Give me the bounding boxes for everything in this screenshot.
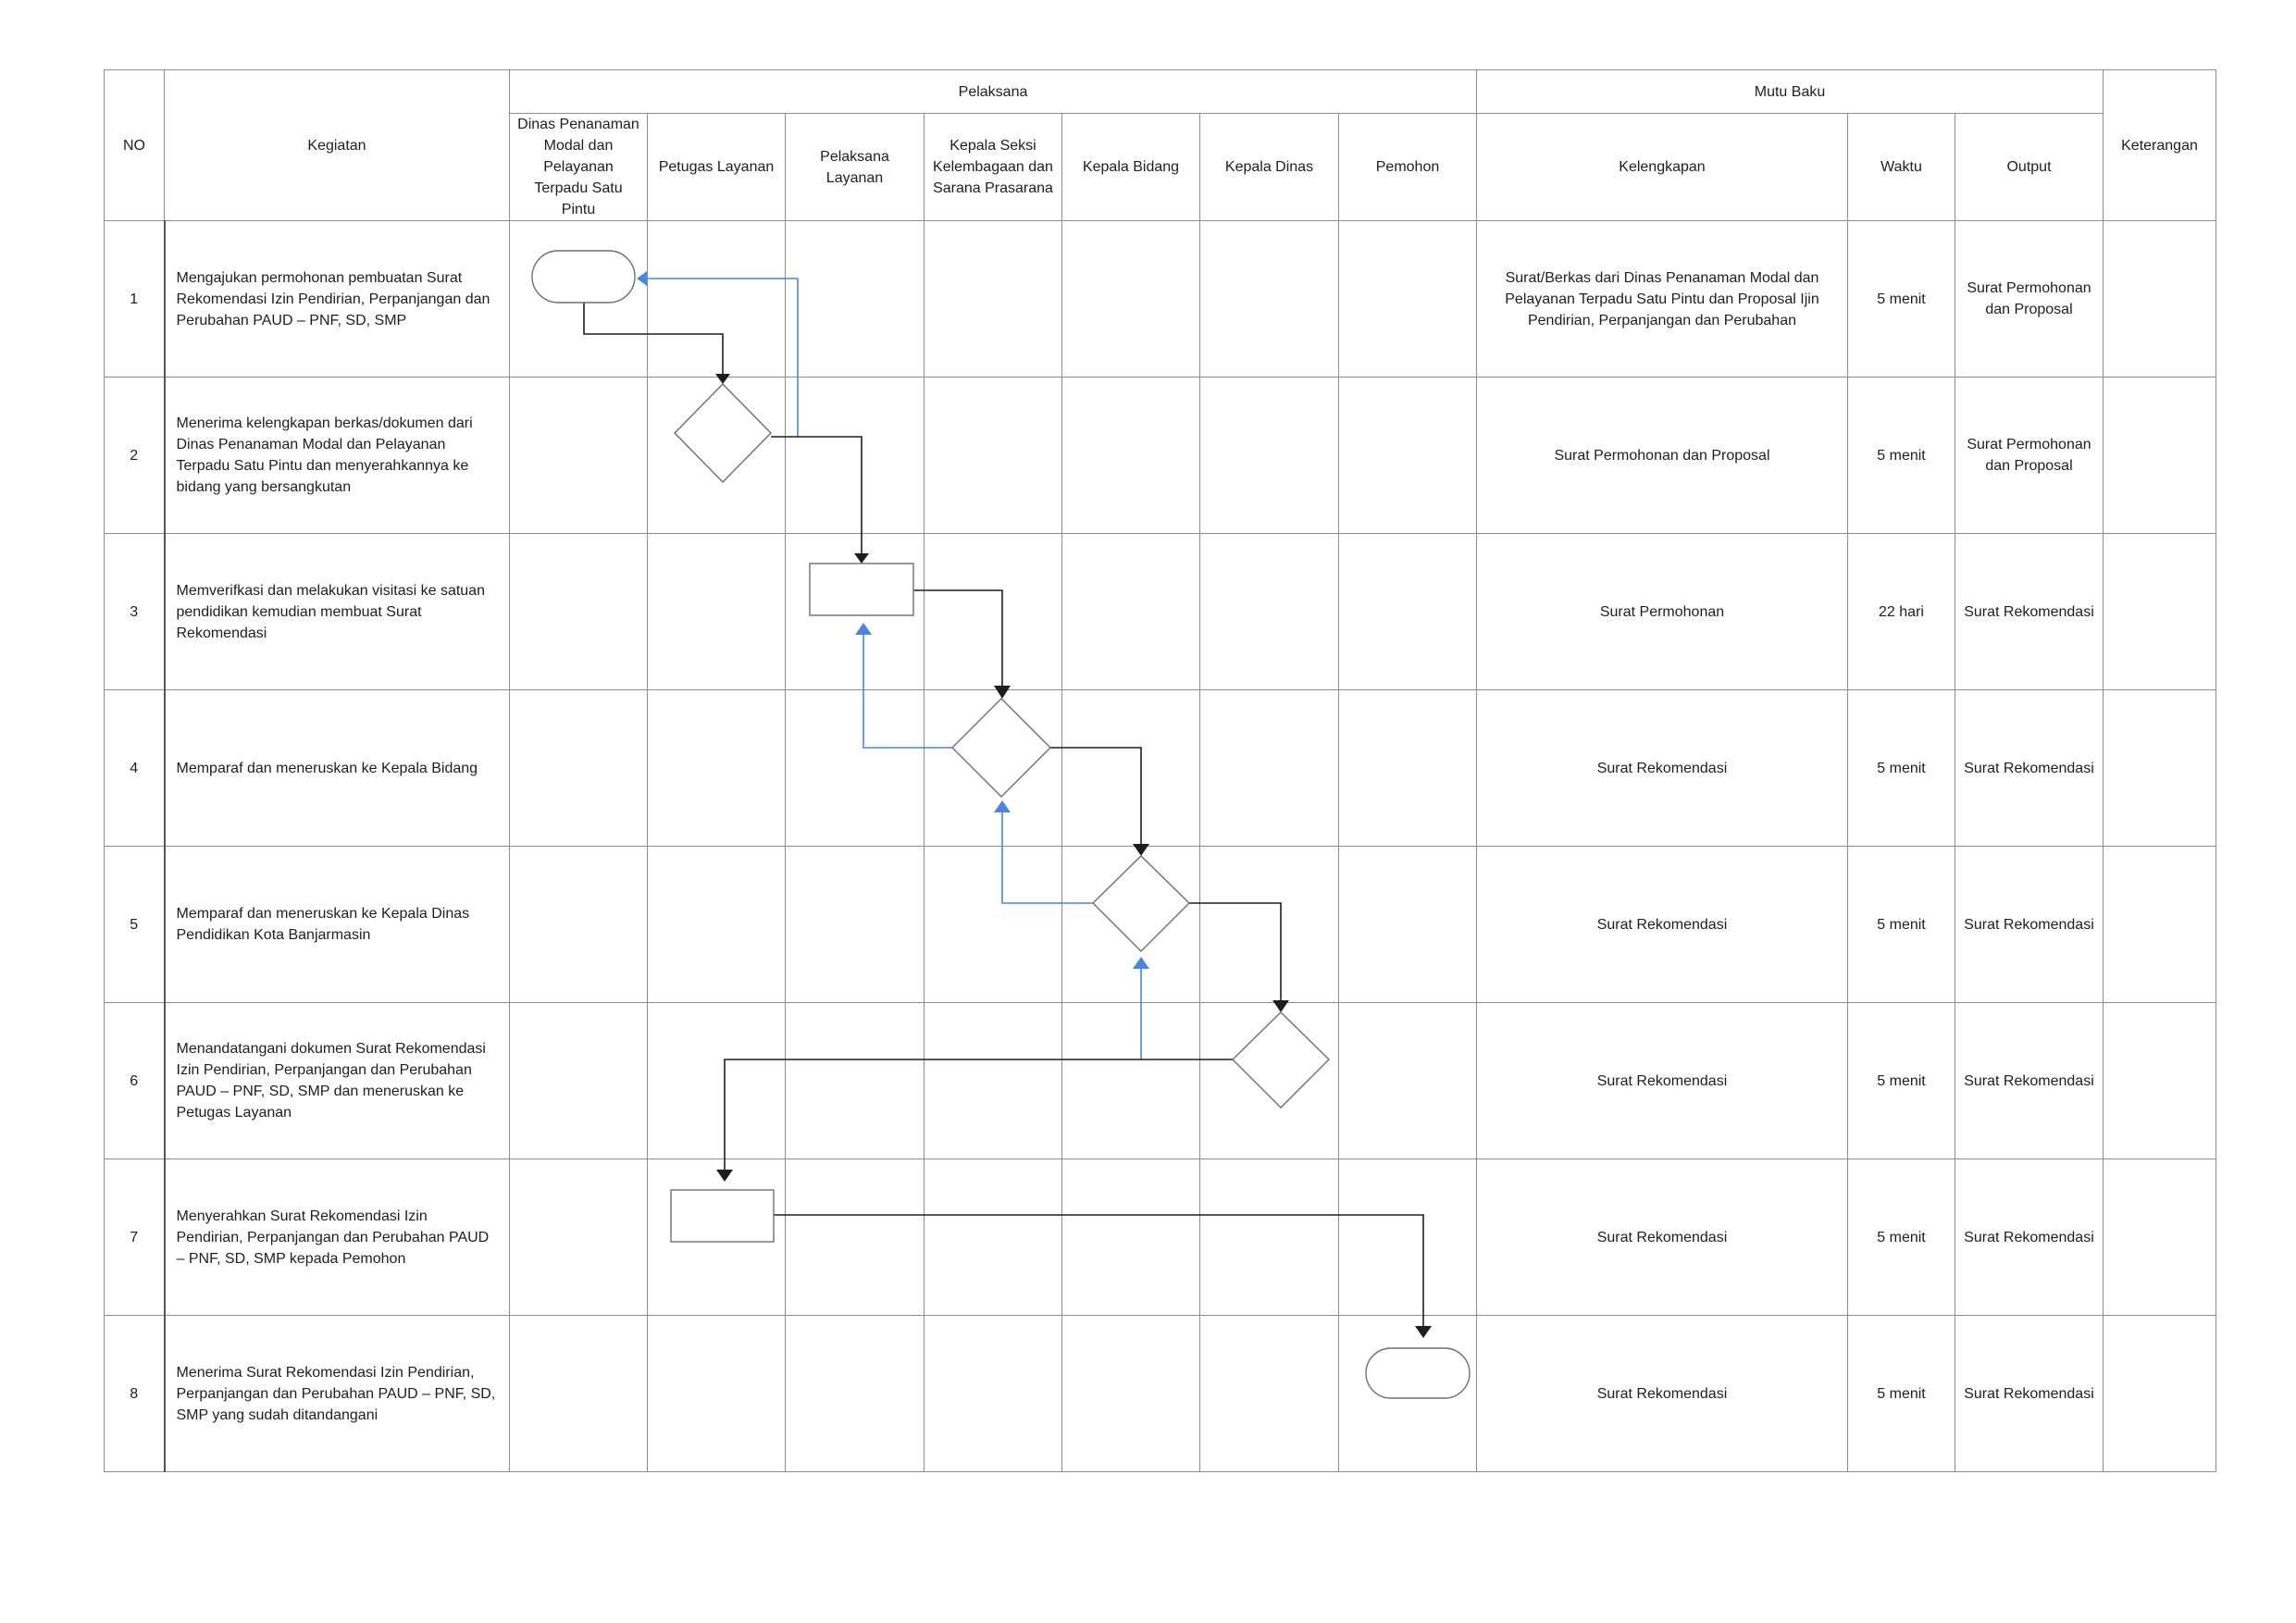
- lane-header-kepala-seksi: Kepala Seksi Kelembagaan dan Sarana Prasarana: [925, 114, 1062, 221]
- row-keterangan: [2104, 221, 2216, 378]
- table-row: [105, 847, 2216, 1003]
- lane-cell: [1200, 1316, 1339, 1472]
- row-no: 4: [105, 690, 165, 847]
- lane-header-pelaksana-layanan: Pelaksana Layanan: [786, 114, 925, 221]
- row-waktu: 5 menit: [1848, 1003, 1955, 1159]
- row-no: 8: [105, 1316, 165, 1472]
- row-output: Surat Rekomendasi: [1955, 847, 2104, 1003]
- row-kelengkapan: Surat Rekomendasi: [1477, 690, 1848, 847]
- table-row: [105, 534, 2216, 690]
- lane-cell: [510, 221, 648, 378]
- lane-cell: [648, 847, 786, 1003]
- header-waktu: Waktu: [1848, 114, 1955, 221]
- row-output: Surat Rekomendasi: [1955, 1003, 2104, 1159]
- lane-cell: [1062, 847, 1200, 1003]
- row-output: Surat Rekomendasi: [1955, 534, 2104, 690]
- lane-cell: [510, 1316, 648, 1472]
- lane-cell: [1339, 690, 1477, 847]
- row-kelengkapan: Surat Rekomendasi: [1477, 1316, 1848, 1472]
- lane-cell: [510, 378, 648, 534]
- row-kelengkapan: Surat Rekomendasi: [1477, 1003, 1848, 1159]
- lane-cell: [925, 1159, 1062, 1316]
- header-keterangan: Keterangan: [2104, 70, 2216, 221]
- row-keterangan: [2104, 1159, 2216, 1316]
- row-waktu: 5 menit: [1848, 1159, 1955, 1316]
- row-keterangan: [2104, 690, 2216, 847]
- lane-cell: [1200, 221, 1339, 378]
- row-kegiatan: Menerima Surat Rekomendasi Izin Pendirian, Perpanjangan dan Perubahan PAUD – PNF, SD, SMP yang sudah ditandangani: [165, 1316, 510, 1472]
- lane-cell: [510, 534, 648, 690]
- lane-cell: [1339, 1159, 1477, 1316]
- row-kegiatan: Menandatangani dokumen Surat Rekomendasi Izin Pendirian, Perpanjangan dan Perubahan PAUD – PNF, SD, SMP dan meneruskan ke Petugas Layanan: [165, 1003, 510, 1159]
- lane-cell: [648, 690, 786, 847]
- row-output: Surat Rekomendasi: [1955, 1316, 2104, 1472]
- lane-cell: [648, 1316, 786, 1472]
- lane-cell: [786, 1316, 925, 1472]
- row-output: Surat Rekomendasi: [1955, 1159, 2104, 1316]
- lane-cell: [510, 1003, 648, 1159]
- lane-cell: [510, 690, 648, 847]
- table-row: [105, 1159, 2216, 1316]
- lane-cell: [925, 378, 1062, 534]
- lane-cell: [925, 690, 1062, 847]
- row-no: 2: [105, 378, 165, 534]
- row-waktu: 5 menit: [1848, 221, 1955, 378]
- lane-cell: [786, 378, 925, 534]
- lane-cell: [1339, 221, 1477, 378]
- row-kelengkapan: Surat Rekomendasi: [1477, 847, 1848, 1003]
- row-output: Surat Permohonan dan Proposal: [1955, 221, 2104, 378]
- header-no: NO: [105, 70, 165, 221]
- row-kegiatan: Mengajukan permohonan pembuatan Surat Rekomendasi Izin Pendirian, Perpanjangan dan Perubahan PAUD – PNF, SD, SMP: [165, 221, 510, 378]
- lane-cell: [1062, 221, 1200, 378]
- lane-header-kepala-dinas: Kepala Dinas: [1200, 114, 1339, 221]
- row-no: 1: [105, 221, 165, 378]
- lane-header-dpmptsp: Dinas Penanaman Modal dan Pelayanan Terpadu Satu Pintu: [510, 114, 648, 221]
- lane-cell: [925, 1316, 1062, 1472]
- row-kegiatan: Memparaf dan meneruskan ke Kepala Bidang: [165, 690, 510, 847]
- lane-cell: [925, 534, 1062, 690]
- header-kelengkapan: Kelengkapan: [1477, 114, 1848, 221]
- lane-cell: [1200, 1003, 1339, 1159]
- lane-cell: [510, 847, 648, 1003]
- lane-cell: [786, 847, 925, 1003]
- row-keterangan: [2104, 534, 2216, 690]
- row-waktu: 5 menit: [1848, 690, 1955, 847]
- lane-cell: [1339, 1316, 1477, 1472]
- lane-cell: [1062, 690, 1200, 847]
- table-row: [105, 690, 2216, 847]
- lane-cell: [786, 534, 925, 690]
- header-mutu-baku: Mutu Baku: [1477, 70, 2104, 114]
- table-row: [105, 221, 2216, 378]
- lane-cell: [1339, 378, 1477, 534]
- table-row: [105, 378, 2216, 534]
- table-row: [105, 1003, 2216, 1159]
- lane-cell: [648, 534, 786, 690]
- row-kegiatan: Memverifkasi dan melakukan visitasi ke satuan pendidikan kemudian membuat Surat Rekomendasi: [165, 534, 510, 690]
- row-output: Surat Permohonan dan Proposal: [1955, 378, 2104, 534]
- row-output: Surat Rekomendasi: [1955, 690, 2104, 847]
- lane-cell: [1062, 1003, 1200, 1159]
- header-kegiatan: Kegiatan: [165, 70, 510, 221]
- lane-cell: [786, 690, 925, 847]
- lane-cell: [786, 1003, 925, 1159]
- row-waktu: 5 menit: [1848, 378, 1955, 534]
- lane-header-pemohon: Pemohon: [1339, 114, 1477, 221]
- row-no: 7: [105, 1159, 165, 1316]
- lane-cell: [786, 1159, 925, 1316]
- row-no: 3: [105, 534, 165, 690]
- row-waktu: 5 menit: [1848, 847, 1955, 1003]
- lane-cell: [1062, 1316, 1200, 1472]
- row-kelengkapan: Surat Permohonan: [1477, 534, 1848, 690]
- row-kelengkapan: Surat/Berkas dari Dinas Penanaman Modal dan Pelayanan Terpadu Satu Pintu dan Proposal Ijin Pendirian, Perpanjangan dan Perubahan: [1477, 221, 1848, 378]
- lane-cell: [1200, 1159, 1339, 1316]
- lane-header-petugas-layanan: Petugas Layanan: [648, 114, 786, 221]
- header-pelaksana: Pelaksana: [510, 70, 1477, 114]
- header-output: Output: [1955, 114, 2104, 221]
- row-keterangan: [2104, 378, 2216, 534]
- lane-cell: [1339, 1003, 1477, 1159]
- lane-cell: [648, 378, 786, 534]
- lane-cell: [1339, 534, 1477, 690]
- lane-cell: [925, 847, 1062, 1003]
- row-no: 5: [105, 847, 165, 1003]
- lane-cell: [1200, 534, 1339, 690]
- lane-cell: [1062, 1159, 1200, 1316]
- row-no: 6: [105, 1003, 165, 1159]
- row-kegiatan: Menyerahkan Surat Rekomendasi Izin Pendirian, Perpanjangan dan Perubahan PAUD – PNF, SD, SMP kepada Pemohon: [165, 1159, 510, 1316]
- row-waktu: 5 menit: [1848, 1316, 1955, 1472]
- row-kegiatan: Memparaf dan meneruskan ke Kepala Dinas Pendidikan Kota Banjarmasin: [165, 847, 510, 1003]
- row-waktu: 22 hari: [1848, 534, 1955, 690]
- sop-table: [104, 69, 2216, 1472]
- row-kelengkapan: Surat Permohonan dan Proposal: [1477, 378, 1848, 534]
- lane-cell: [648, 1003, 786, 1159]
- row-kegiatan: Menerima kelengkapan berkas/dokumen dari Dinas Penanaman Modal dan Pelayanan Terpadu Satu Pintu dan menyerahkannya ke bidang yang bersangkutan: [165, 378, 510, 534]
- lane-cell: [1062, 378, 1200, 534]
- rows-body: [105, 221, 2216, 1472]
- table-row: [105, 1316, 2216, 1472]
- lane-cell: [1200, 690, 1339, 847]
- lane-cell: [1339, 847, 1477, 1003]
- lane-cell: [510, 1159, 648, 1316]
- lane-cell: [786, 221, 925, 378]
- row-keterangan: [2104, 1316, 2216, 1472]
- lane-cell: [648, 221, 786, 378]
- lane-header-kepala-bidang: Kepala Bidang: [1062, 114, 1200, 221]
- row-keterangan: [2104, 847, 2216, 1003]
- row-keterangan: [2104, 1003, 2216, 1159]
- lane-cell: [925, 221, 1062, 378]
- lane-cell: [648, 1159, 786, 1316]
- row-kelengkapan: Surat Rekomendasi: [1477, 1159, 1848, 1316]
- lane-cell: [925, 1003, 1062, 1159]
- lane-cell: [1200, 847, 1339, 1003]
- lane-cell: [1200, 378, 1339, 534]
- lane-cell: [1062, 534, 1200, 690]
